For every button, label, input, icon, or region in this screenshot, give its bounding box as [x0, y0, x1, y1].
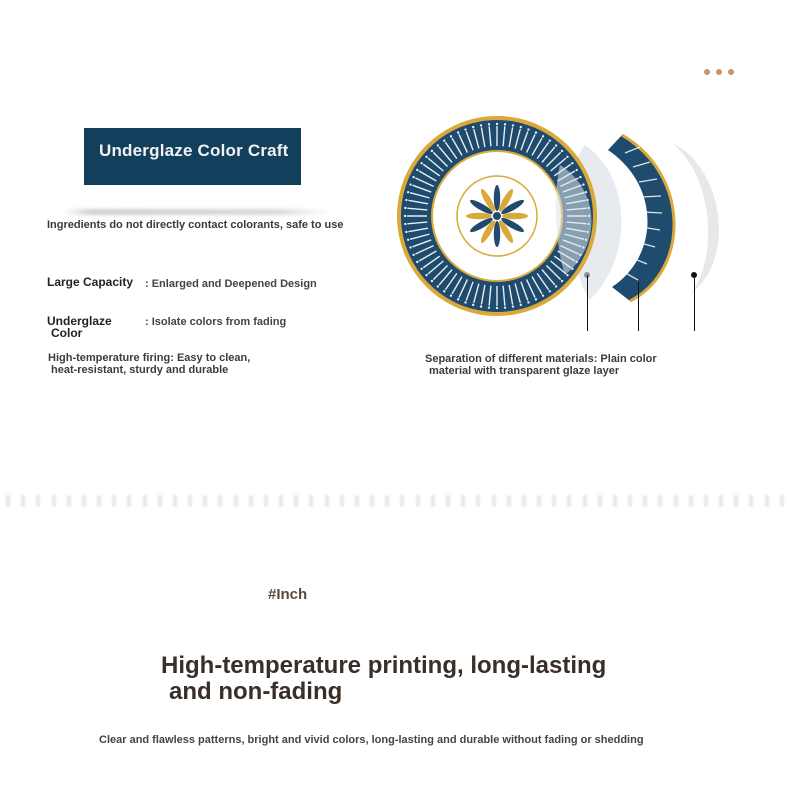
- dash: [416, 495, 420, 507]
- dash: [340, 495, 344, 507]
- headline: [161, 653, 606, 705]
- blurred-text-strip: [64, 209, 330, 215]
- headline-line-2: and non-fading: [169, 678, 343, 705]
- dash: [765, 495, 769, 507]
- dash: [143, 495, 147, 507]
- description: Clear and flawless patterns, bright and vivid colors, long-lasting and durable without fading or shedding: [99, 734, 644, 746]
- dash: [97, 495, 101, 507]
- dash: [476, 495, 480, 507]
- callout-line: [587, 275, 588, 331]
- dash: [567, 495, 571, 507]
- dash: [370, 495, 374, 507]
- dash: [552, 495, 556, 507]
- plate-illustration: [390, 105, 750, 335]
- dash: [203, 495, 207, 507]
- dash: [658, 495, 662, 507]
- dash: [400, 495, 404, 507]
- callout-dot: [691, 272, 697, 278]
- dash: [734, 495, 738, 507]
- dash: [598, 495, 602, 507]
- dash: [6, 495, 10, 507]
- inch-hashtag: #Inch: [268, 586, 308, 603]
- dash: [704, 495, 708, 507]
- dot: [704, 69, 710, 75]
- dash: [461, 495, 465, 507]
- dash: [780, 495, 784, 507]
- separation-line-1: Separation of different materials: Plain color: [425, 353, 657, 365]
- dash: [218, 495, 222, 507]
- dash: [52, 495, 56, 507]
- dash: [173, 495, 177, 507]
- more-dots-icon: [704, 69, 734, 75]
- banner-title: Underglaze Color Craft: [99, 141, 289, 160]
- dot: [728, 69, 734, 75]
- dash: [158, 495, 162, 507]
- dash: [36, 495, 40, 507]
- dash: [643, 495, 647, 507]
- dash: [613, 495, 617, 507]
- underglaze-label-1: Underglaze: [47, 314, 112, 328]
- dash: [309, 495, 313, 507]
- capacity-text: : Enlarged and Deepened Design: [145, 278, 317, 290]
- dash: [431, 495, 435, 507]
- dash: [279, 495, 283, 507]
- callout-line: [694, 278, 695, 331]
- underglaze-text: : Isolate colors from fading: [145, 316, 287, 328]
- ingredients-text: Ingredients do not directly contact colorants, safe to use: [47, 219, 344, 231]
- dash: [749, 495, 753, 507]
- dash: [537, 495, 541, 507]
- headline-line-1: High-temperature printing, long-lasting: [161, 652, 607, 679]
- callout-line: [638, 282, 639, 331]
- dash: [628, 495, 632, 507]
- dash: [522, 495, 526, 507]
- dash: [492, 495, 496, 507]
- dash: [234, 495, 238, 507]
- underglaze-label-2: Color: [51, 326, 83, 340]
- dash: [67, 495, 71, 507]
- dashed-divider: [0, 494, 790, 508]
- dash: [294, 495, 298, 507]
- dash: [689, 495, 693, 507]
- dash: [127, 495, 131, 507]
- dash: [82, 495, 86, 507]
- dash: [249, 495, 253, 507]
- dash: [583, 495, 587, 507]
- callout-dot: [584, 272, 590, 278]
- dash: [325, 495, 329, 507]
- dash: [264, 495, 268, 507]
- dash: [188, 495, 192, 507]
- dash: [385, 495, 389, 507]
- dash: [112, 495, 116, 507]
- dash: [355, 495, 359, 507]
- dot: [716, 69, 722, 75]
- separation-line-2: material with transparent glaze layer: [429, 365, 620, 377]
- dash: [719, 495, 723, 507]
- dash: [507, 495, 511, 507]
- dash: [21, 495, 25, 507]
- dash: [674, 495, 678, 507]
- firing-line-1: High-temperature firing: Easy to clean,: [48, 352, 251, 364]
- capacity-label: Large Capacity: [47, 275, 134, 289]
- firing-line-2: heat-resistant, sturdy and durable: [51, 364, 229, 376]
- dash: [446, 495, 450, 507]
